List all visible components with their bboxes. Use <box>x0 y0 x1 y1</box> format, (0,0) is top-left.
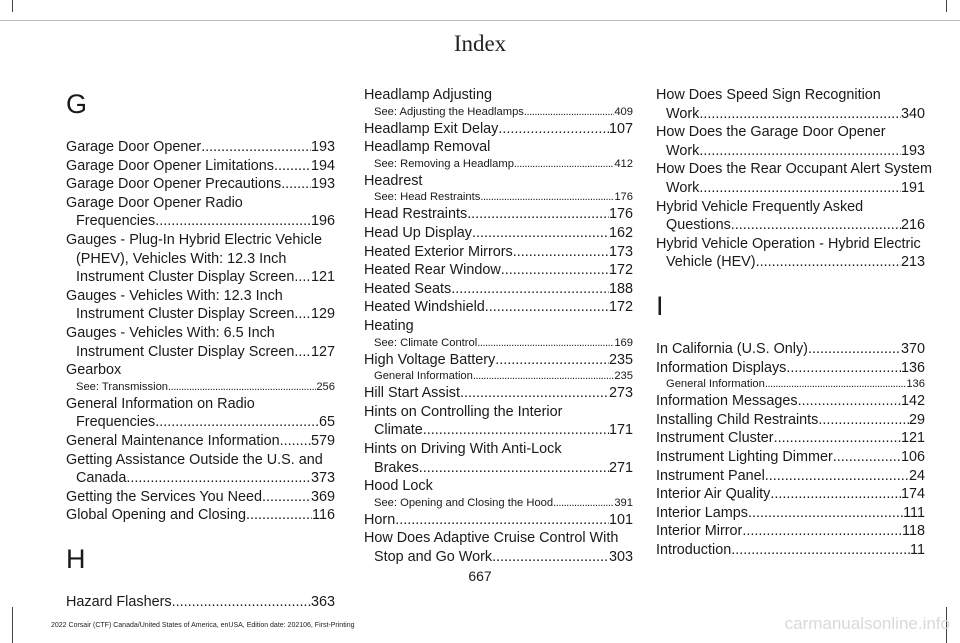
dot-leader <box>498 120 609 139</box>
index-entry <box>66 194 335 231</box>
entry-term: Instrument Cluster Display Screen <box>76 269 295 286</box>
entry-page-reference: 173 <box>608 243 633 260</box>
crop-mark-top-left <box>12 0 13 12</box>
edition-footer: 2022 Corsair (CTF) Canada/United States of America, enUSA, Edition date: 202106, First-Printing <box>51 622 355 629</box>
entry-term: See: Transmission <box>76 380 169 393</box>
entry-page-reference: 194 <box>310 157 335 174</box>
index-entry <box>66 324 335 361</box>
index-entry <box>656 504 925 523</box>
entry-leader-row <box>364 351 633 370</box>
entry-page-reference: 373 <box>310 470 335 487</box>
entry-page-reference: 369 <box>310 488 335 505</box>
index-subentry <box>364 157 633 172</box>
index-entry <box>656 340 925 359</box>
dot-leader <box>818 411 909 430</box>
entry-term: Hazard Flashers <box>66 593 172 610</box>
index-entry <box>364 317 633 336</box>
dot-leader <box>786 359 901 378</box>
dot-leader <box>472 224 609 243</box>
header-rule <box>0 20 960 21</box>
entry-term: Global Opening and Closing <box>66 507 247 524</box>
entry-leader-row <box>364 511 633 530</box>
entry-leader-row <box>66 268 335 287</box>
dot-leader <box>699 105 901 124</box>
entry-term: Heated Seats <box>364 280 452 297</box>
entry-term: Instrument Cluster Display Screen <box>76 343 295 360</box>
dot-leader <box>748 504 903 523</box>
entry-term: Canada <box>76 470 127 487</box>
index-entry <box>656 392 925 411</box>
entry-term: Garage Door Opener Limitations <box>66 157 274 174</box>
entry-page-reference: 176 <box>608 206 633 223</box>
entry-leader-row <box>656 448 925 467</box>
entry-term: Headlamp Adjusting <box>364 87 492 103</box>
entry-text-line: Gauges - Vehicles With: 6.5 Inch <box>66 324 275 341</box>
index-entry <box>364 511 633 530</box>
crop-mark-bottom-left <box>12 607 13 643</box>
entry-leader-row <box>66 343 335 362</box>
index-column-3 <box>656 86 932 559</box>
dot-leader <box>699 142 901 161</box>
entry-leader-row <box>656 392 925 411</box>
entry-leader-row <box>656 340 925 359</box>
entry-page-reference: 142 <box>900 393 925 410</box>
index-subentry <box>364 105 633 120</box>
dot-leader <box>742 522 902 541</box>
entry-leader-row <box>364 86 633 105</box>
entry-leader-row <box>364 190 633 205</box>
entry-page-reference: 273 <box>608 385 633 402</box>
dot-leader <box>201 138 311 157</box>
entry-page-reference: 118 <box>902 523 925 540</box>
dot-leader <box>833 448 901 467</box>
index-entry <box>364 403 633 440</box>
entry-leader-row <box>364 105 633 120</box>
index-entry <box>364 205 633 224</box>
index-entry <box>656 467 925 486</box>
entry-leader-row <box>364 317 633 336</box>
dot-leader <box>280 432 311 451</box>
entry-page-reference: 169 <box>614 336 633 349</box>
entry-leader-row <box>656 216 925 235</box>
dot-leader <box>770 485 901 504</box>
dot-leader <box>155 212 311 231</box>
entry-page-reference: 340 <box>900 105 925 122</box>
section-spacer <box>66 124 335 138</box>
index-entry <box>656 359 925 378</box>
index-entry <box>364 120 633 139</box>
entry-text-line: Gauges - Plug-In Hybrid Electric Vehicle <box>66 231 322 248</box>
entry-leader-row <box>364 369 633 384</box>
index-entry <box>66 287 335 324</box>
entry-page-reference: 129 <box>310 306 335 323</box>
dot-leader <box>808 340 901 359</box>
entry-term: See: Head Restraints <box>374 191 481 204</box>
entry-text-line: Hints on Controlling the Interior <box>364 403 563 420</box>
dot-leader <box>765 377 906 392</box>
entry-term: Headrest <box>364 172 423 189</box>
entry-leader-row <box>66 488 335 507</box>
entry-text-line: Hints on Driving With Anti-Lock <box>364 440 562 457</box>
entry-leader-row <box>66 413 335 432</box>
entry-term: Introduction <box>656 541 732 558</box>
dot-leader <box>274 157 311 176</box>
entry-page-reference: 579 <box>310 432 335 449</box>
entry-page-reference: 101 <box>608 511 633 528</box>
entry-term: High Voltage Battery <box>364 351 496 368</box>
dot-leader <box>553 496 614 511</box>
dot-leader <box>172 593 311 612</box>
entry-page-reference: 303 <box>608 548 633 565</box>
index-entry <box>364 224 633 243</box>
entry-leader-row <box>364 172 633 191</box>
dot-leader <box>798 392 901 411</box>
page-number: 667 <box>468 568 492 584</box>
entry-term: See: Climate Control <box>374 336 478 349</box>
dot-leader <box>294 305 311 324</box>
dot-leader <box>480 190 614 205</box>
entry-page-reference: 412 <box>614 157 633 170</box>
entry-page-reference: 171 <box>608 422 633 439</box>
dot-leader <box>262 488 311 507</box>
dot-leader <box>774 429 901 448</box>
index-section-letter: H <box>66 543 86 574</box>
entry-term: Frequencies <box>76 213 156 230</box>
index-entry <box>364 261 633 280</box>
entry-term: Information Displays <box>656 359 787 376</box>
dot-leader <box>765 467 909 486</box>
entry-term: Work <box>666 179 700 196</box>
entry-term: General Maintenance Information <box>66 432 280 449</box>
entry-text-line: How Does the Rear Occupant Alert System <box>656 161 932 178</box>
index-entry <box>66 231 335 287</box>
dot-leader <box>731 541 910 560</box>
dot-leader <box>419 459 609 478</box>
entry-term: See: Opening and Closing the Hood <box>374 496 554 509</box>
dot-leader <box>246 506 312 525</box>
entry-leader-row <box>66 593 335 612</box>
index-subentry <box>66 380 335 395</box>
dot-leader <box>460 384 609 403</box>
entry-text-line: Garage Door Opener Radio <box>66 194 243 211</box>
entry-leader-row <box>66 157 335 176</box>
entry-leader-row <box>66 506 335 525</box>
entry-leader-row <box>364 336 633 351</box>
entry-page-reference: 370 <box>900 340 925 357</box>
index-subentry <box>656 377 925 392</box>
entry-leader-row <box>364 384 633 403</box>
index-column-1 <box>66 86 335 611</box>
dot-leader <box>514 157 614 172</box>
index-column-2 <box>364 86 633 566</box>
dot-leader <box>155 413 319 432</box>
entry-page-reference: 136 <box>906 378 925 391</box>
entry-page-reference: 271 <box>608 459 633 476</box>
entry-leader-row <box>364 459 633 478</box>
entry-leader-row <box>656 359 925 378</box>
entry-term: Heated Windshield <box>364 299 485 316</box>
dot-leader <box>699 179 901 198</box>
page-title: Index <box>453 31 507 56</box>
entry-leader-row <box>364 298 633 317</box>
index-entry <box>656 522 925 541</box>
index-entry <box>364 440 633 477</box>
dot-leader <box>294 268 311 287</box>
dot-leader <box>756 253 901 272</box>
entry-term: Interior Mirror <box>656 523 743 540</box>
dot-leader <box>501 261 609 280</box>
entry-term: Information Messages <box>656 393 798 410</box>
dot-leader <box>126 469 311 488</box>
index-entry <box>656 198 925 235</box>
index-entry <box>66 593 335 612</box>
entry-term: Stop and Go Work <box>374 548 493 565</box>
index-entry <box>66 175 335 194</box>
entry-page-reference: 191 <box>900 179 925 196</box>
entry-term: Questions <box>666 217 731 234</box>
entry-page-reference: 193 <box>310 176 335 193</box>
entry-page-reference: 111 <box>903 504 925 521</box>
entry-page-reference: 65 <box>318 414 335 431</box>
index-section-letter: G <box>66 89 88 119</box>
entry-leader-row <box>66 175 335 194</box>
index-entry <box>66 138 335 157</box>
entry-term: In California (U.S. Only) <box>656 340 808 357</box>
entry-leader-row <box>66 138 335 157</box>
index-entry <box>364 86 633 105</box>
entry-term: Interior Air Quality <box>656 486 771 503</box>
entry-leader-row <box>364 157 633 172</box>
entry-page-reference: 188 <box>608 280 633 297</box>
entry-term: See: Removing a Headlamp <box>374 157 514 170</box>
entry-leader-row <box>656 522 925 541</box>
entry-page-reference: 391 <box>614 496 633 509</box>
entry-text-line: General Information on Radio <box>66 395 255 412</box>
entry-term: Headlamp Removal <box>364 139 491 156</box>
entry-page-reference: 196 <box>310 213 335 230</box>
entry-leader-row <box>364 496 633 511</box>
entry-page-reference: 193 <box>310 139 335 155</box>
index-entry <box>66 361 335 380</box>
index-subentry <box>364 369 633 384</box>
entry-leader-row <box>364 243 633 262</box>
dot-leader <box>477 336 614 351</box>
entry-leader-row <box>364 205 633 224</box>
index-entry <box>656 485 925 504</box>
index-entry <box>656 541 925 560</box>
index-entry <box>656 123 925 160</box>
entry-leader-row <box>656 105 925 124</box>
index-entry <box>364 243 633 262</box>
entry-leader-row <box>656 504 925 523</box>
index-entry <box>656 448 925 467</box>
entry-text-line: (PHEV), Vehicles With: 12.3 Inch <box>76 250 287 267</box>
entry-page-reference: 136 <box>900 359 925 376</box>
index-entry <box>656 411 925 430</box>
dot-leader <box>451 280 609 299</box>
entry-leader-row <box>364 477 633 496</box>
dot-leader <box>294 343 311 362</box>
entry-term: Installing Child Restraints <box>656 411 819 428</box>
dot-leader <box>168 380 316 395</box>
entry-page-reference: 127 <box>310 343 335 360</box>
entry-leader-row <box>66 361 335 380</box>
index-entry <box>66 395 335 432</box>
entry-text-line: Gauges - Vehicles With: 12.3 Inch <box>66 287 283 304</box>
entry-term: Instrument Lighting Dimmer <box>656 448 833 465</box>
index-entry <box>364 477 633 496</box>
entry-leader-row <box>656 467 925 486</box>
index-entry <box>656 235 925 272</box>
entry-page-reference: 363 <box>310 593 335 610</box>
dot-leader <box>467 205 609 224</box>
entry-term: Instrument Cluster Display Screen <box>76 306 295 323</box>
dot-leader <box>485 298 609 317</box>
entry-leader-row <box>364 120 633 139</box>
entry-leader-row <box>364 261 633 280</box>
entry-term: Head Restraints <box>364 206 468 223</box>
index-entry <box>364 298 633 317</box>
entry-term: Head Up Display <box>364 224 472 241</box>
index-entry <box>656 429 925 448</box>
entry-page-reference: 193 <box>900 142 925 159</box>
index-subentry <box>364 496 633 511</box>
entry-page-reference: 162 <box>608 224 633 241</box>
entry-page-reference: 121 <box>310 269 335 286</box>
entry-term: General Information <box>666 378 765 391</box>
entry-term: Instrument Panel <box>656 467 765 484</box>
entry-leader-row <box>656 429 925 448</box>
entry-page-reference: 172 <box>608 299 633 316</box>
entry-term: Heated Exterior Mirrors <box>364 243 513 260</box>
entry-term: Heated Rear Window <box>364 262 501 279</box>
index-entry <box>66 506 335 525</box>
dot-leader <box>731 216 901 235</box>
index-entry <box>364 138 633 157</box>
entry-term: Climate <box>374 422 423 439</box>
entry-leader-row <box>656 179 925 198</box>
entry-text-line: Getting Assistance Outside the U.S. and <box>66 451 323 468</box>
entry-term: Getting the Services You Need <box>66 488 263 505</box>
dot-leader <box>423 421 609 440</box>
index-entry <box>656 86 925 123</box>
dot-leader <box>513 243 609 262</box>
entry-page-reference: 11 <box>910 541 925 558</box>
entry-term: Gearbox <box>66 362 122 379</box>
entry-leader-row <box>656 142 925 161</box>
entry-leader-row <box>656 253 925 272</box>
entry-page-reference: 174 <box>900 486 925 503</box>
entry-page-reference: 409 <box>614 105 633 118</box>
index-subentry <box>364 190 633 205</box>
entry-term: Heating <box>364 317 414 334</box>
index-entry <box>364 280 633 299</box>
entry-term: Garage Door Opener Precautions <box>66 176 282 193</box>
entry-term: Hill Start Assist <box>364 385 460 402</box>
section-spacer <box>656 326 925 340</box>
watermark-logo: carmanualsonline.info <box>784 614 950 633</box>
entry-leader-row <box>364 138 633 157</box>
entry-leader-row <box>66 432 335 451</box>
entry-page-reference: 235 <box>608 351 633 368</box>
entry-leader-row <box>364 548 633 567</box>
index-section-letter: I <box>656 290 664 321</box>
entry-term: Brakes <box>374 459 419 476</box>
entry-page-reference: 24 <box>908 467 925 484</box>
entry-page-reference: 213 <box>900 254 925 271</box>
index-entry <box>364 172 633 191</box>
entry-leader-row <box>364 224 633 243</box>
entry-leader-row <box>66 469 335 488</box>
index-entry <box>66 488 335 507</box>
index-subentry <box>364 336 633 351</box>
entry-leader-row <box>364 280 633 299</box>
dot-leader <box>524 105 614 120</box>
entry-leader-row <box>656 485 925 504</box>
crop-mark-top-right <box>946 0 947 12</box>
entry-leader-row <box>656 377 925 392</box>
entry-text-line: Hybrid Vehicle Frequently Asked <box>656 198 864 215</box>
entry-leader-row <box>66 212 335 231</box>
entry-page-reference: 121 <box>900 430 925 447</box>
entry-text-line: How Does Speed Sign Recognition <box>656 87 881 103</box>
dot-leader <box>395 511 609 530</box>
entry-page-reference: 235 <box>614 370 633 383</box>
entry-text-line: How Does Adaptive Cruise Control With <box>364 530 619 547</box>
entry-term: Garage Door Opener <box>66 139 202 155</box>
index-entry <box>66 157 335 176</box>
dot-leader <box>473 369 614 384</box>
index-entry <box>364 351 633 370</box>
index-entry <box>364 384 633 403</box>
entry-term: Work <box>666 142 700 159</box>
entry-leader-row <box>364 421 633 440</box>
dot-leader <box>492 548 609 567</box>
entry-leader-row <box>66 305 335 324</box>
entry-term: See: Adjusting the Headlamps <box>374 105 524 118</box>
entry-page-reference: 172 <box>608 262 633 279</box>
dot-leader <box>495 351 609 370</box>
entry-term: Work <box>666 105 700 122</box>
entry-term: Horn <box>364 511 396 528</box>
entry-term: Interior Lamps <box>656 504 748 521</box>
index-entry <box>66 451 335 488</box>
entry-page-reference: 116 <box>312 507 335 524</box>
entry-leader-row <box>66 380 335 395</box>
index-entry <box>656 160 932 197</box>
entry-page-reference: 106 <box>900 448 925 465</box>
entry-page-reference: 107 <box>608 120 633 137</box>
entry-term: Instrument Cluster <box>656 430 774 447</box>
index-entry <box>66 432 335 451</box>
entry-page-reference: 176 <box>614 191 633 204</box>
entry-leader-row <box>656 541 925 560</box>
entry-term: Frequencies <box>76 414 156 431</box>
entry-leader-row <box>656 411 925 430</box>
entry-term: Headlamp Exit Delay <box>364 120 499 137</box>
entry-text-line: How Does the Garage Door Opener <box>656 124 886 141</box>
entry-page-reference: 216 <box>900 217 925 234</box>
entry-term: Hood Lock <box>364 478 433 495</box>
dot-leader <box>281 175 311 194</box>
entry-page-reference: 29 <box>908 411 925 428</box>
entry-term: General Information <box>374 370 473 383</box>
entry-text-line: Hybrid Vehicle Operation - Hybrid Electric <box>656 235 921 252</box>
entry-page-reference: 256 <box>316 380 335 393</box>
index-entry <box>364 529 633 566</box>
entry-term: Vehicle (HEV) <box>666 254 756 271</box>
